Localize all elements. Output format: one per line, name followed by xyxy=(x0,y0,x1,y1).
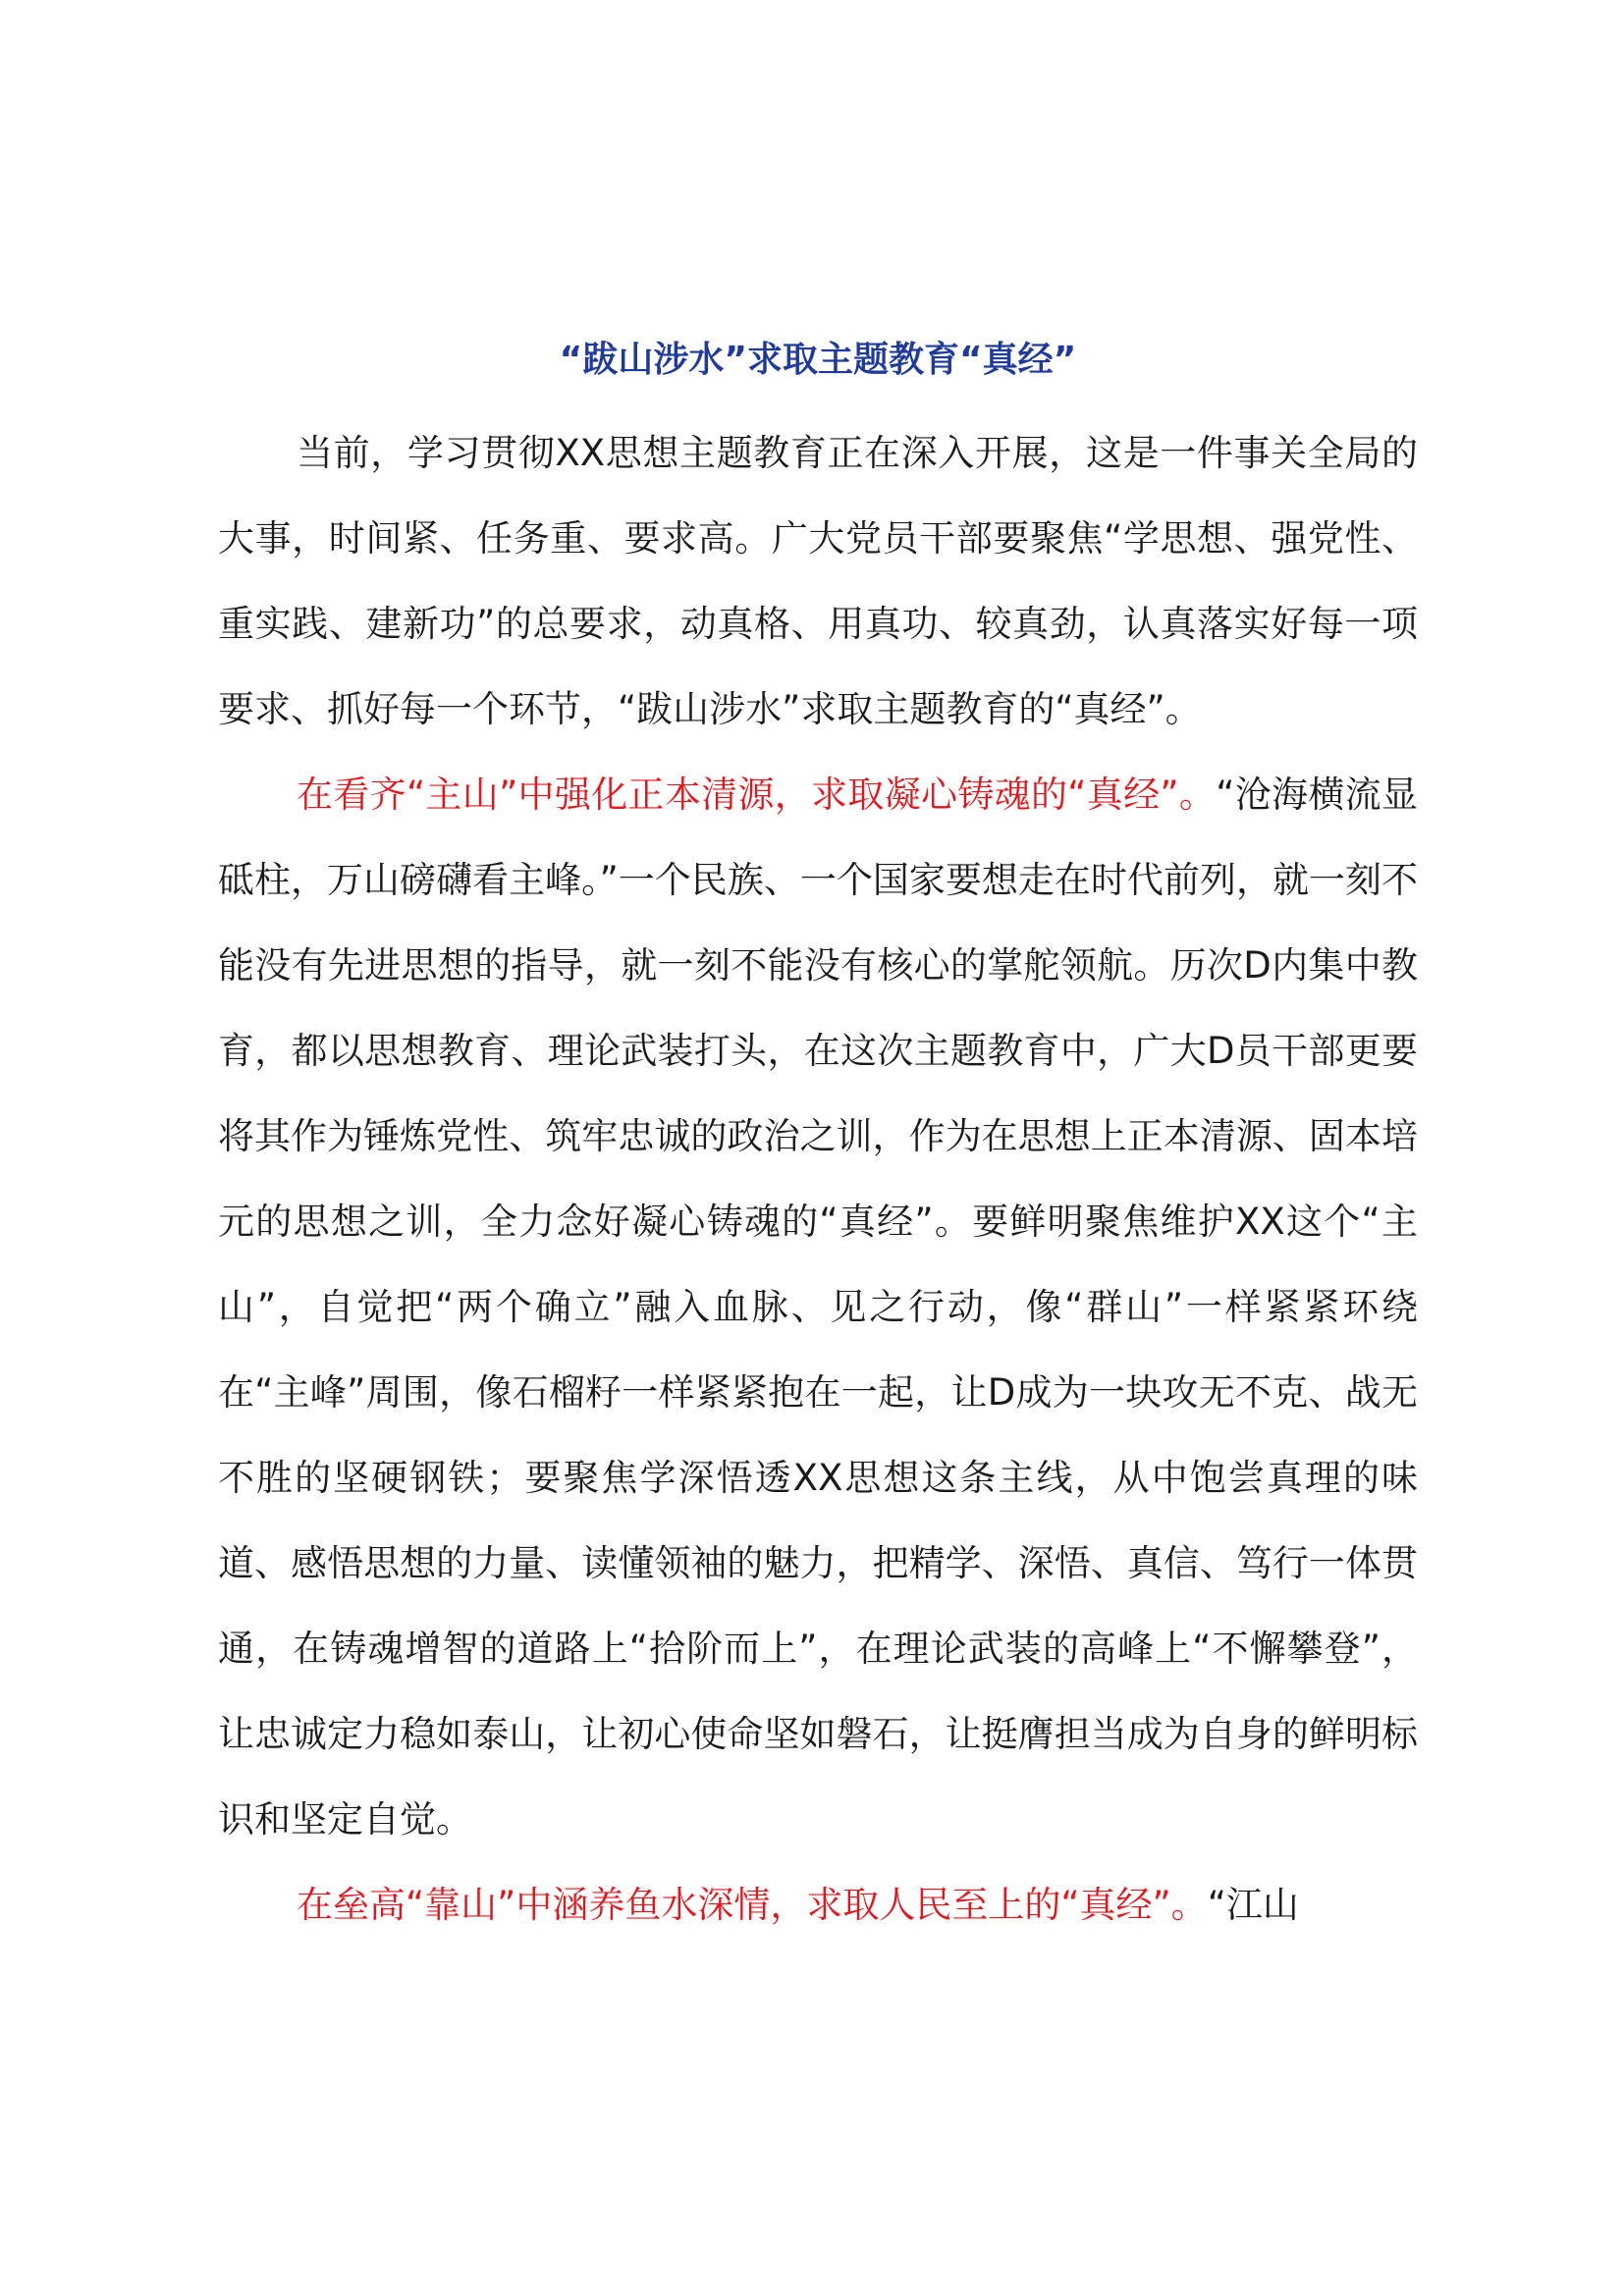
section-heading: 在看齐“主山”中强化正本清源，求取凝心铸魂的“真经”。 xyxy=(297,774,1217,816)
document-page xyxy=(218,0,1418,2296)
paragraph-text: “沧海横流显砥柱，万山磅礴看主峰。”一个民族、一个国家要想走在时代前列，就一刻不能没有先进思想的指导，就一刻不能没有核心的掌舵领航。历次D内集中教育，都以思想教育、理论武装打头，在这次主题教育中，广大D员干部更要将其作为锤炼党性、筑牢忠诚的政治之训，作为在思想上正本清源、固本培元的思想之训，全力念好凝心铸魂的“真经”。要鲜明聚焦维护XX这个“主山”，自觉把“两个确立”融入血脉、见之行动，像“群山”一样紧紧环绕在“主峰”周围，像石榴籽一样紧紧抱在一起，让D成为一块攻无不克、战无不胜的坚硬钢铁；要聚焦学深悟透XX思想这条主线，从中饱尝真理的味道、感悟思想的力量、读懂领袖的魅力，把精学、深悟、真信、笃行一体贯通，在铸魂增智的道路上“拾阶而上”，在理论武装的高峰上“不懈攀登”，让忠诚定力稳如泰山，让初心使命坚如磐石，让挺膺担当成为自身的鲜明标识和坚定自觉。 xyxy=(218,774,1418,1841)
section-heading: 在垒高“靠山”中涵养鱼水深情，求取人民至上的“真经”。 xyxy=(297,1884,1208,1926)
paragraph-section-2 xyxy=(218,1862,1418,1948)
paragraph-section-1 xyxy=(218,752,1418,1862)
paragraph-intro xyxy=(218,410,1418,752)
paragraph-text: “江山 xyxy=(1207,1884,1299,1926)
paragraph-text: 当前，学习贯彻XX思想主题教育正在深入开展，这是一件事关全局的大事，时间紧、任务重、要求高。广大党员干部要聚焦“学思想、强党性、重实践、建新功”的总要求，动真格、用真功、较真劲，认真落实好每一项要求、抓好每一个环节，“跋山涉水”求取主题教育的“真经”。 xyxy=(218,432,1418,730)
document-title: “跋山涉水”求取主题教育“真经” xyxy=(559,340,1077,380)
document-body xyxy=(218,410,1418,1948)
